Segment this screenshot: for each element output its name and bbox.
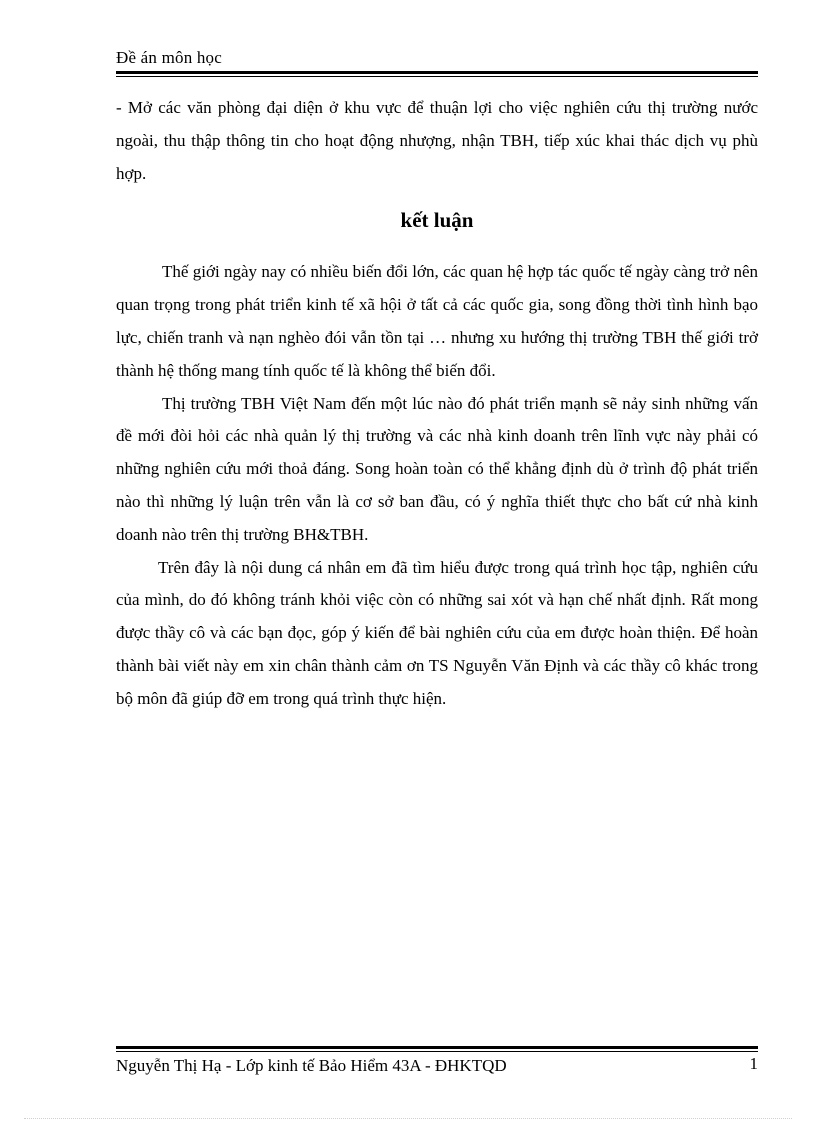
conclusion-heading: kết luận [400,208,474,233]
spacer [116,190,758,198]
spacer [116,248,758,256]
intro-paragraph: - Mở các văn phòng đại diện ở khu vực để thuận lợi cho việc nghiên cứu thị trường nước ngoài, thu thập thông tin cho hoạt động nhượng, nhận TBH, tiếp xúc khai thác dịch vụ phù hợp. [116,98,758,183]
document-body [116,92,758,716]
header-divider-thin [116,76,758,77]
footer-divider-thick [116,1046,758,1049]
header-divider-thick [116,71,758,74]
page-header-title: Đề án môn học [116,48,222,67]
footer-divider-thin [116,1051,758,1052]
conclusion-paragraph-2: Thị trường TBH Việt Nam đến một lúc nào đó phát triển mạnh sẽ nảy sinh những vấn đề mới đòi hỏi các nhà quản lý thị trường và các nhà kinh doanh trên lĩnh vực này phải có những nghiên cứu mới thoả đáng. Song hoàn toàn có thể khẳng định dù ở trình độ phát triển nào thì những lý luận trên vẫn là cơ sở ban đầu, có ý nghĩa thiết thực cho bất cứ nhà kinh doanh nào trên thị trường BH&TBH. [116,393,758,544]
page-bottom-border [24,1118,792,1119]
page-number: 1 [749,1054,758,1073]
conclusion-paragraph-3: Trên đây là nội dung cá nhân em đã tìm hiểu được trong quá trình học tập, nghiên cứu của mình, do đó không tránh khỏi việc còn có những sai xót và hạn chế nhất định. Rất mong được thầy cô và các bạn đọc, góp ý kiến để bài nghiên cứu của em được hoàn thiện. Để hoàn thành bài viết này em xin chân thành cảm ơn TS Nguyễn Văn Định và các thầy cô khác trong bộ môn đã giúp đỡ em trong quá trình thực hiện. [116,557,758,708]
footer-author-line: Nguyễn Thị Hạ - Lớp kinh tế Bảo Hiểm 43A - ĐHKTQD [116,1056,507,1075]
conclusion-paragraph-1: Thế giới ngày nay có nhiều biến đổi lớn, các quan hệ hợp tác quốc tế ngày càng trở nên quan trọng trong phát triển kinh tế xã hội ở tất cả các quốc gia, song đồng thời tình hình bạo lực, chiến tranh và nạn nghèo đói vẫn tồn tại … nhưng xu hướng thị trường TBH thế giới trở thành hệ thống mang tính quốc tế là không thể biến đổi. [116,262,758,380]
